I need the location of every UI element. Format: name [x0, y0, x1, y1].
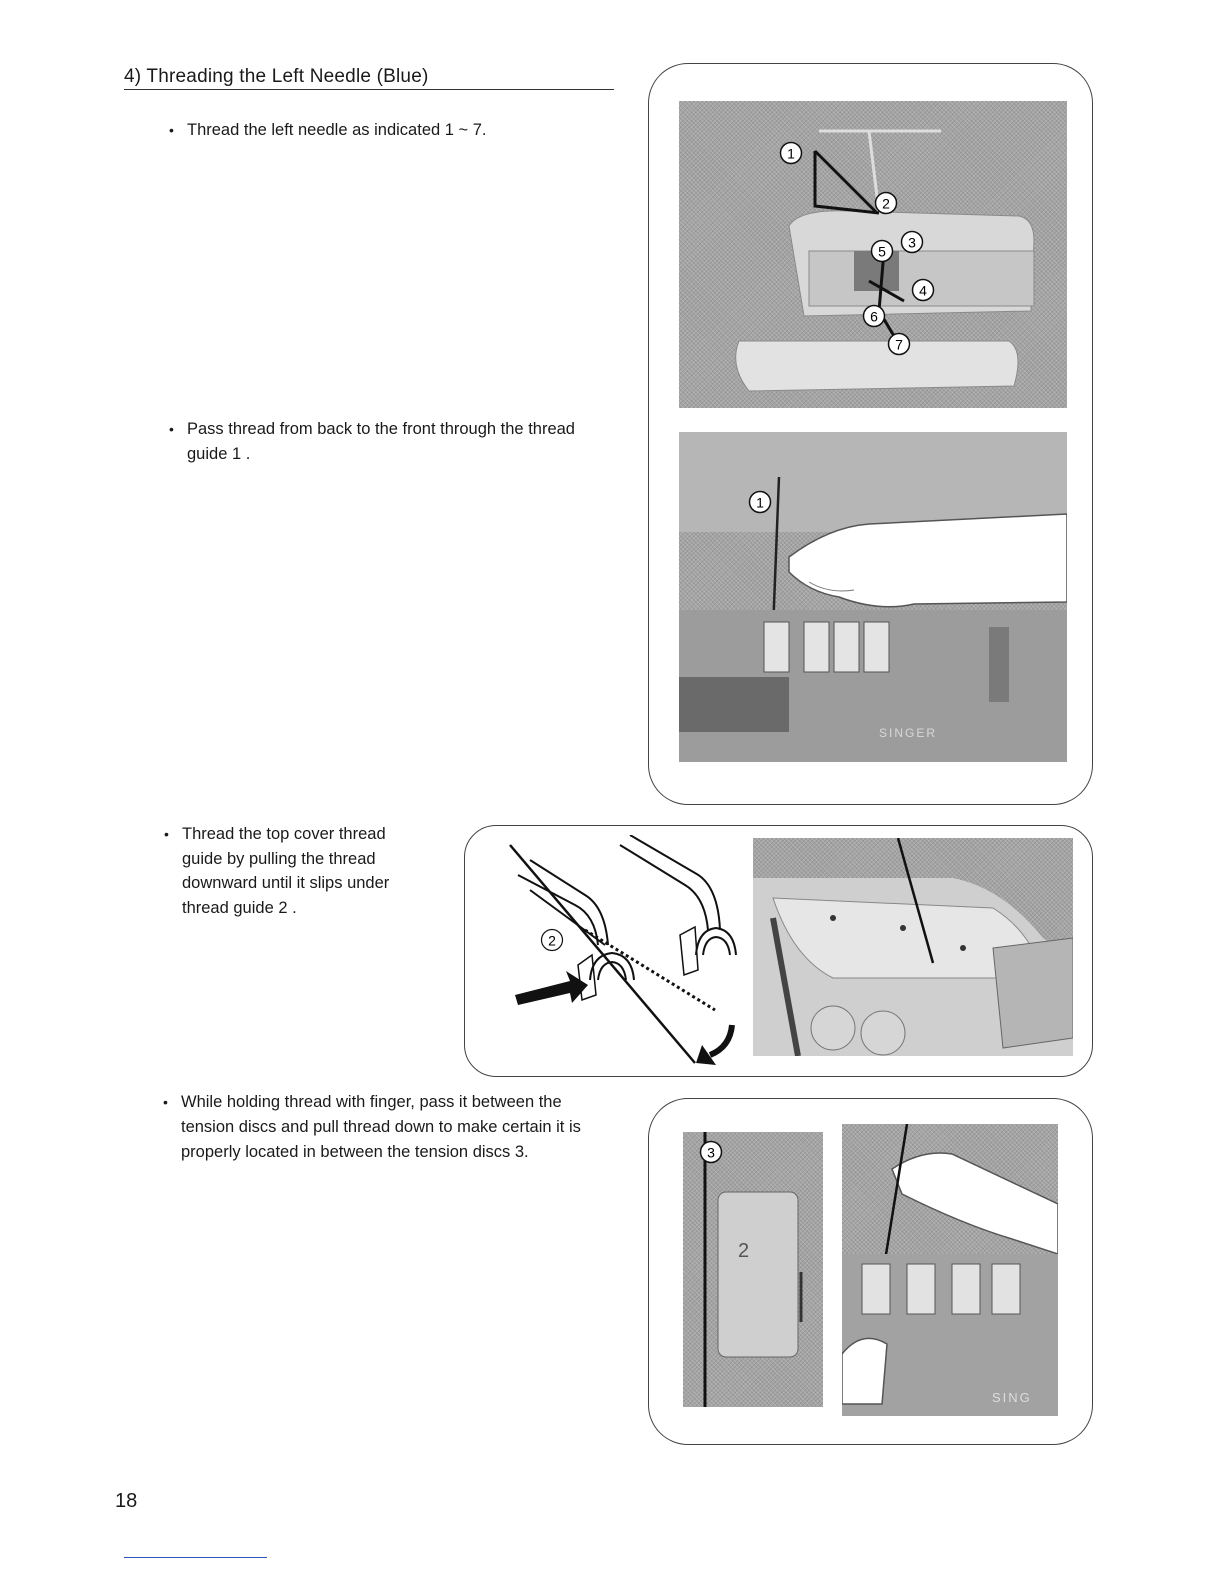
- svg-text:2: 2: [882, 195, 890, 212]
- svg-text:1: 1: [756, 494, 764, 511]
- bullet-top-cover-guide: [164, 822, 418, 920]
- bullet-thread-left-needle: [169, 118, 607, 143]
- bullet-dot: •: [164, 826, 169, 842]
- machine-illustration: [679, 101, 1067, 408]
- page-number: 18: [115, 1490, 138, 1512]
- figure-cover-guide-drawing: [490, 835, 750, 1070]
- callout-6: [864, 306, 885, 327]
- svg-text:3: 3: [908, 234, 916, 251]
- figure-tension-discs-hand: [842, 1124, 1058, 1416]
- callout-2: [542, 930, 563, 951]
- brand-label: SING: [992, 1390, 1032, 1405]
- figure-thread-guide-1: [679, 432, 1067, 762]
- bullet-text: Thread the top cover thread guide by pulling the thread downward until it slips under thread guide 2 .: [182, 825, 390, 917]
- callout-1: [781, 143, 802, 164]
- figure-cover-guide-photo: [753, 838, 1073, 1056]
- callout-4: [913, 280, 934, 301]
- bullet-dot: •: [163, 1094, 168, 1110]
- callout-1: [750, 492, 771, 513]
- tension-dial-illustration: [683, 1132, 823, 1407]
- bullet-thread-guide-1: [169, 417, 612, 467]
- bullet-text: Pass thread from back to the front through the thread guide 1 .: [187, 420, 575, 463]
- bullet-dot: •: [169, 421, 174, 437]
- cover-guide-photo-illustration: [753, 838, 1073, 1056]
- cover-guide-diagram: [490, 835, 750, 1070]
- section-title: 4) Threading the Left Needle (Blue): [124, 66, 614, 90]
- tension-discs-hand-illustration: [842, 1124, 1058, 1416]
- footer-rule: [124, 1557, 267, 1558]
- svg-text:5: 5: [878, 243, 886, 260]
- brand-label: SINGER: [879, 726, 938, 740]
- callout-3: [902, 232, 923, 253]
- svg-text:3: 3: [707, 1144, 715, 1161]
- figure-tension-dial: [683, 1132, 823, 1407]
- svg-text:7: 7: [895, 336, 903, 353]
- callout-7: [889, 334, 910, 355]
- bullet-text: While holding thread with finger, pass it between the tension discs and pull thread down to make certain it is properly located in between the tension discs 3.: [181, 1093, 581, 1161]
- svg-text:2: 2: [548, 932, 556, 949]
- bullet-tension-discs: [163, 1090, 606, 1165]
- callout-2: [876, 193, 897, 214]
- dial-marking: 2: [738, 1240, 750, 1262]
- callout-5: [872, 241, 893, 262]
- bullet-dot: •: [169, 122, 174, 138]
- svg-text:1: 1: [787, 145, 795, 162]
- callout-3: [701, 1142, 722, 1163]
- figure-machine-overview: [679, 101, 1067, 408]
- svg-text:4: 4: [919, 282, 927, 299]
- thread-guide-illustration: [679, 432, 1067, 762]
- bullet-text: Thread the left needle as indicated 1 ~ 7.: [187, 121, 487, 139]
- svg-text:6: 6: [870, 308, 878, 325]
